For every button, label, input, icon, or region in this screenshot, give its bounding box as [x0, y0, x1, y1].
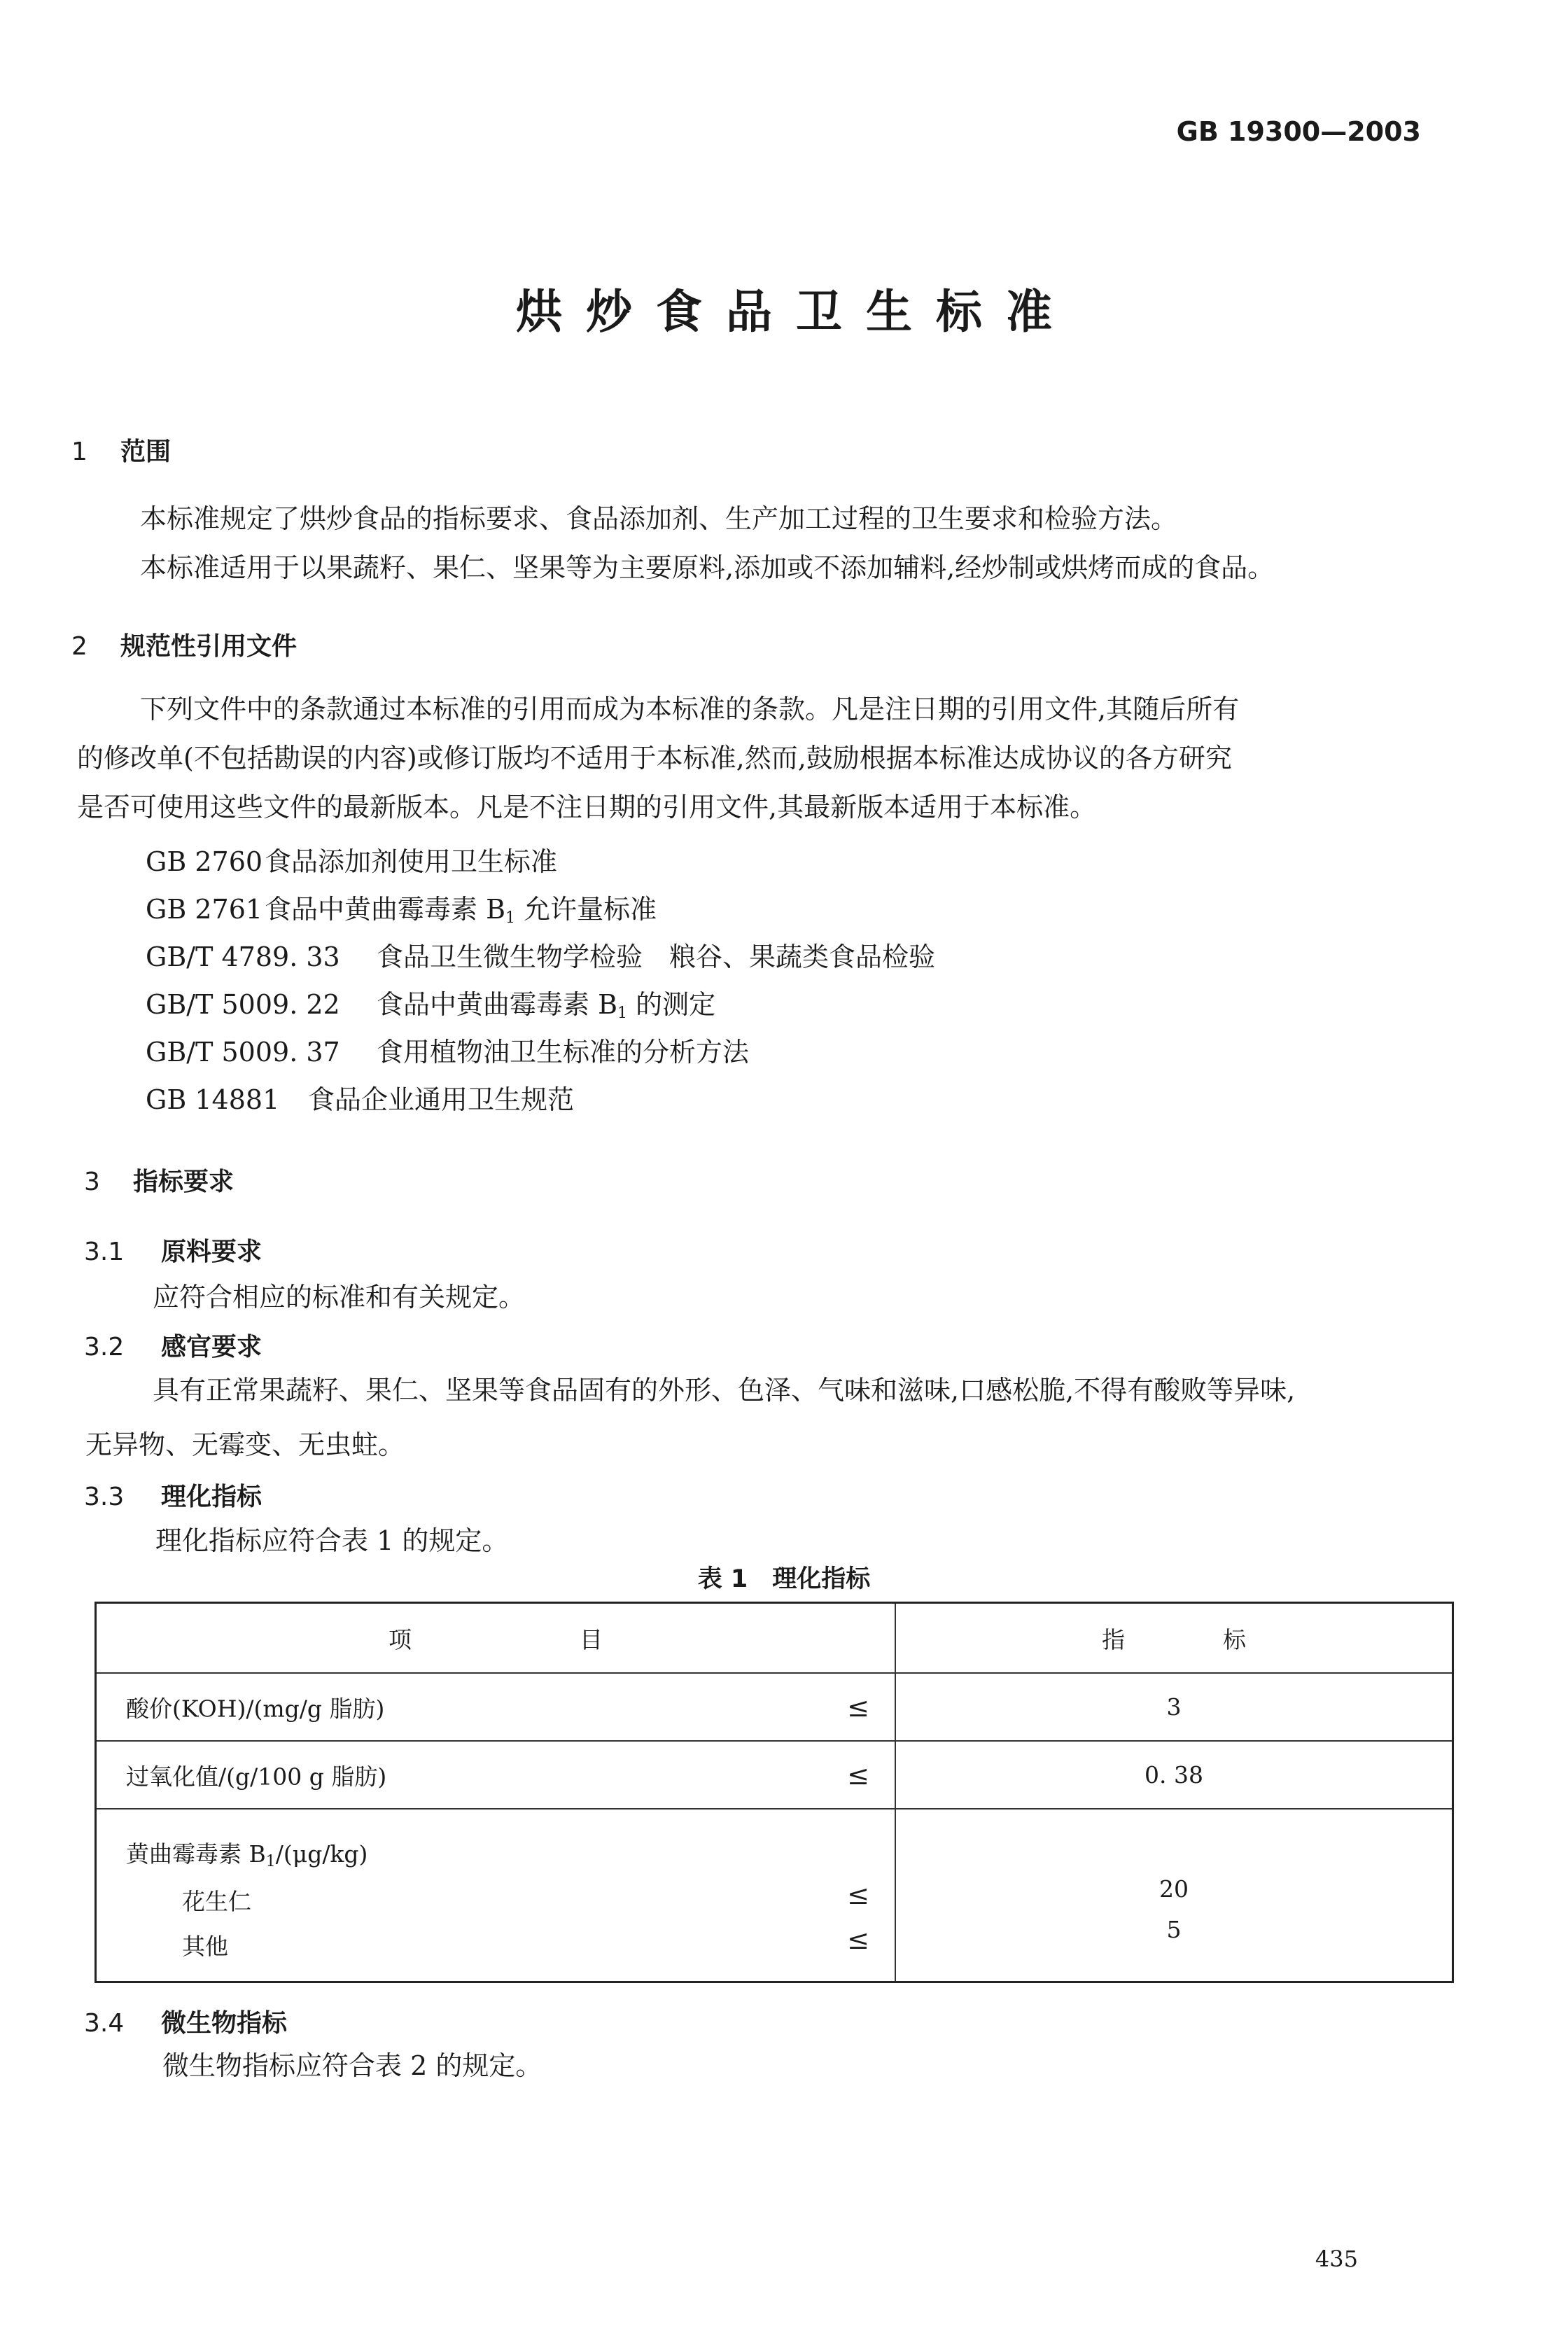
row-label: 过氧化值/(g/100 g 脂肪)	[126, 1763, 387, 1790]
table-1-caption: 表 1 理化指标	[697, 1565, 871, 1593]
table-row	[96, 1809, 1453, 1982]
section-3-2-title: 感官要求	[161, 1333, 262, 1362]
section-3-4-number: 3.4	[84, 2009, 125, 2038]
page-number: 435	[1315, 2246, 1358, 2272]
section-1-title: 范围	[120, 438, 172, 466]
table-row	[96, 1673, 1453, 1741]
leq-symbol: ≤	[847, 1879, 869, 1910]
section-3-heading	[84, 1162, 234, 1198]
section-3-1-heading	[84, 1232, 262, 1268]
section-2-heading	[71, 626, 297, 662]
section-1-para-2: 本标准适用于以果蔬籽、果仁、坚果等为主要原料,添加或不添加辅料,经炒制或烘烤而成的食品。	[140, 552, 1275, 583]
standard-code: GB 19300—2003	[1176, 116, 1421, 147]
section-3-4-title: 微生物指标	[161, 2009, 288, 2038]
value-peanut: 20	[1159, 1875, 1189, 1903]
section-2-line-3: 是否可使用这些文件的最新版本。凡是不注日期的引用文件,其最新版本适用于本标准。	[77, 792, 1097, 822]
leq-symbol: ≤	[847, 1759, 869, 1791]
reference-code: GB 2760	[146, 846, 263, 877]
subscript: 1	[617, 1004, 628, 1022]
reference-item	[146, 1030, 749, 1069]
section-2-line-1: 下列文件中的条款通过本标准的引用而成为本标准的条款。凡是注日期的引用文件,其随后所有	[140, 694, 1240, 724]
document-title: 烘炒食品卫生标准	[516, 285, 1076, 339]
section-3-1-title: 原料要求	[161, 1238, 262, 1266]
reference-title: 食用植物油卫生标准的分析方法	[377, 1037, 750, 1068]
reference-title: 食品中黄曲霉毒素 B	[265, 894, 506, 925]
section-3-3-title: 理化指标	[161, 1483, 262, 1511]
reference-item	[146, 888, 657, 927]
section-3-3-number: 3.3	[84, 1483, 125, 1511]
section-3-4-heading	[84, 2003, 287, 2039]
section-3-2-number: 3.2	[84, 1333, 125, 1362]
sub-row-label: 花生仁	[182, 1888, 251, 1915]
reference-code: GB 2761	[146, 894, 263, 925]
table-1	[94, 1602, 1454, 1983]
table-cell-item	[96, 1741, 896, 1809]
section-1-heading	[71, 432, 171, 468]
reference-item	[146, 1078, 574, 1116]
section-3-2-heading	[84, 1327, 262, 1363]
row-label: 黄曲霉毒素 $B_1/(\mu g/kg)$	[126, 1840, 368, 1870]
reference-code: GB 14881	[146, 1084, 280, 1115]
reference-title: 食品卫生微生物学检验 粮谷、果蔬类食品检验	[377, 941, 936, 972]
table-header-item: 项目	[96, 1603, 896, 1674]
table-cell-value: 3	[895, 1673, 1453, 1741]
reference-item	[146, 840, 557, 878]
leq-symbol: ≤	[847, 1691, 869, 1723]
section-3-1-number: 3.1	[84, 1238, 125, 1266]
table-header-row	[96, 1603, 1453, 1674]
reference-title-tail: 的测定	[627, 989, 716, 1020]
subscript: 1	[505, 909, 516, 927]
section-3-number: 3	[84, 1168, 100, 1196]
row-label: 酸价(KOH)/(mg/g 脂肪)	[126, 1695, 385, 1722]
table-cell-item	[96, 1809, 896, 1982]
section-3-2-line-2: 无异物、无霉变、无虫蛀。	[85, 1429, 405, 1460]
section-2-title: 规范性引用文件	[120, 632, 298, 661]
section-1-number: 1	[71, 438, 88, 466]
subscript: 1	[265, 1853, 276, 1870]
section-3-2-line-1: 具有正常果蔬籽、果仁、坚果等食品固有的外形、色泽、气味和滋味,口感松脆,不得有酸败等异味,	[153, 1375, 1296, 1406]
reference-item	[146, 983, 715, 1022]
section-2-line-2: 的修改单(不包括勘误的内容)或修订版均不适用于本标准,然而,鼓励根据本标准达成协议的各方研究	[77, 743, 1232, 774]
reference-code: GB/T 4789. 33	[146, 941, 340, 972]
section-3-3-heading	[84, 1477, 262, 1513]
table-header-value: 指标	[895, 1603, 1453, 1674]
reference-code: GB/T 5009. 22	[146, 989, 340, 1020]
reference-item	[146, 935, 935, 974]
table-cell-value	[895, 1809, 1453, 1982]
value-other: 5	[1166, 1916, 1182, 1943]
reference-code: GB/T 5009. 37	[146, 1037, 340, 1068]
section-1-para-1: 本标准规定了烘炒食品的指标要求、食品添加剂、生产加工过程的卫生要求和检验方法。	[140, 503, 1178, 534]
leq-symbol: ≤	[847, 1924, 869, 1955]
reference-title-tail: 允许量标准	[515, 894, 657, 925]
reference-title: 食品添加剂使用卫生标准	[265, 846, 558, 877]
sub-row-label: 其他	[182, 1933, 228, 1960]
table-cell-value: 0. 38	[895, 1741, 1453, 1809]
section-3-4-text: 微生物指标应符合表 2 的规定。	[162, 2050, 542, 2081]
table-cell-item	[96, 1673, 896, 1741]
section-2-number: 2	[71, 632, 88, 661]
section-3-3-text: 理化指标应符合表 1 的规定。	[155, 1525, 509, 1556]
table-row	[96, 1741, 1453, 1809]
reference-title: 食品企业通用卫生规范	[308, 1084, 575, 1115]
section-3-1-text: 应符合相应的标准和有关规定。	[153, 1282, 526, 1312]
reference-title: 食品中黄曲霉毒素 B	[377, 989, 618, 1020]
section-3-title: 指标要求	[133, 1168, 234, 1196]
